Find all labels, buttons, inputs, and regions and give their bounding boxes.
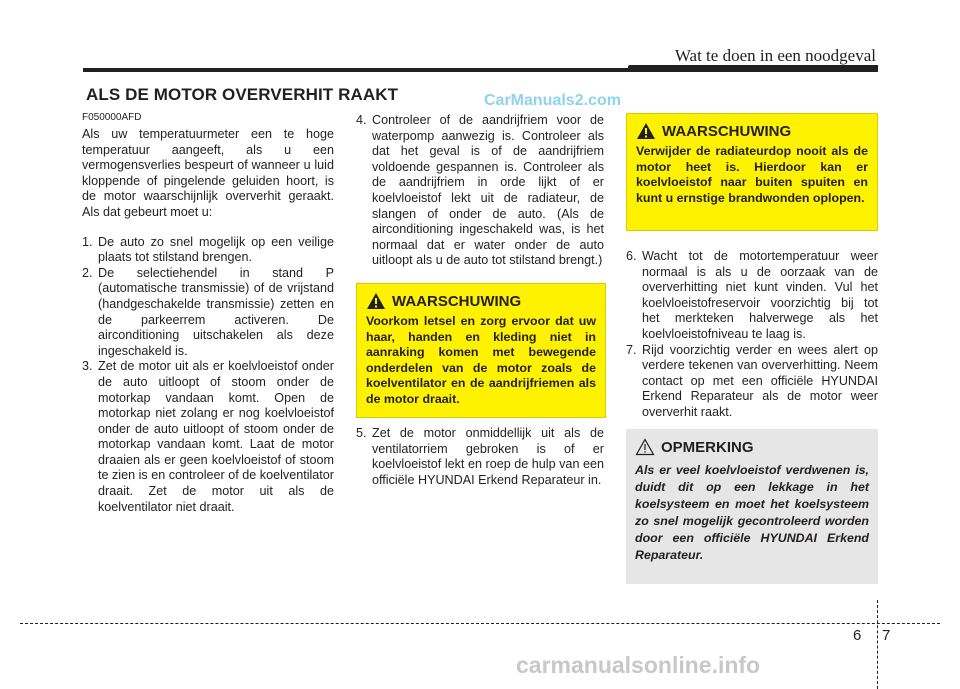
list-number: 7.: [626, 342, 637, 357]
section-title: ALS DE MOTOR OVERVERHIT RAAKT: [86, 85, 399, 104]
warning-title: WAARSCHUWING: [662, 122, 792, 140]
list-item: [356, 113, 604, 269]
note-text: Als er veel koelvloeistof verdwenen is, duidt dit op een lekkage in het koelsysteem en moet het koelsysteem zo snel mogelijk gecontroleerd worden door een officiële HYUNDAI Erkend Reparateur.: [635, 463, 869, 562]
warning-header: [636, 122, 868, 140]
list-item: [82, 235, 334, 266]
list-text: Controleer of de aandrijfriem voor de waterpomp aanwezig is. Controleer als dat het geval is of de aandrijfriem voldoende gespannen is. Controleer als de aandrijfriem in orde lijkt of er koelvloeistof lekt uit de radiateur, de slangen of onder de auto. (Als de airconditioning ingeschakeld was, is het normaal dat er water onder de auto uitloopt als u de auto tot stilstand brengt.): [372, 113, 604, 268]
list-number: 3.: [82, 359, 93, 374]
warning-header: [366, 292, 596, 310]
warning-text: Verwijder de radiateurdop nooit als de motor heet is. Hierdoor kan er koelvloeistof naar buiten spuiten en kunt u ernstige brandwonden oplopen.: [636, 144, 868, 205]
column-left: [82, 127, 334, 515]
warning-triangle-icon: [636, 122, 656, 140]
footer-rule: [20, 623, 940, 624]
list-number: 6.: [626, 249, 637, 263]
column-right: [626, 249, 878, 421]
warning-box-moving-parts: [356, 283, 606, 418]
list-item: [82, 266, 334, 360]
caution-triangle-icon: [635, 438, 655, 456]
note-box: [626, 429, 878, 584]
list-text: Rijd voorzichtig verder en wees alert op verdere tekenen van oververhitting. Neem contact op met een officiële HYUNDAI Erkend Reparateur als de motor weer oververhit raakt.: [642, 342, 878, 419]
chapter-title: Wat te doen in een noodgeval: [674, 46, 876, 65]
list-text: Zet de motor onmiddellijk uit als de ventilatorriem gebroken is of er koelvloeistof lekt en roep de hulp van een officiële HYUNDAI Erkend Reparateur in.: [372, 426, 604, 487]
column-middle-lower: [356, 426, 604, 488]
warning-triangle-icon: [366, 292, 386, 310]
note-header: [635, 438, 869, 456]
header-rule-accent: [628, 65, 878, 72]
column-middle: [356, 113, 604, 269]
list-text: Zet de motor uit als er koelvloeistof onder de auto uitloopt of stoom onder de motorkap vandaan komt. Open de motorkap niet zolang er nog koelvloeistof onder de auto uitloopt of stoom onder de motorkap vandaan komt. Laat de motor draaien als er geen koelvloeistof of stoom te zien is en controleer of de koelventilator draait. Zet de motor uit als de koelventilator niet draait.: [98, 359, 334, 514]
list-text: De selectiehendel in stand P (automatische transmissie) of de vrijstand (handgeschakelde transmissie) zetten en de parkeerrem activeren. De airconditioning uitschakelen als deze ingeschakeld is.: [98, 265, 334, 358]
list-item: [626, 249, 878, 343]
list-text: De auto zo snel mogelijk op een veilige plaats tot stilstand brengen.: [98, 234, 334, 265]
watermark-carmanuals: CarManuals2.com: [484, 92, 621, 109]
list-item: [82, 359, 334, 515]
warning-text: Voorkom letsel en zorg ervoor dat uw haar, handen en kleding niet in aanraking komen met bewegende onderdelen van de motor zoals de koelventilator en de aandrijfriemen als de motor draait.: [366, 314, 596, 406]
warning-box-radiator-cap: [626, 113, 878, 231]
list-number: 4.: [356, 113, 367, 127]
watermark-carmanualsonline: carmanualsonline.info: [516, 652, 761, 678]
section-code: F050000AFD: [82, 112, 142, 123]
warning-title: WAARSCHUWING: [392, 292, 522, 310]
page-number: 7: [882, 627, 891, 644]
list-item: [626, 343, 878, 421]
page-divider: [877, 600, 878, 689]
list-number: 2.: [82, 265, 93, 280]
list-item: [356, 426, 604, 488]
list-text: Wacht tot de motortemperatuur weer normaal is als u de oorzaak van de oververhitting niet kunt vinden. Vul het koelvloeistofreservoir voorzichtig bij tot het merkteken halverwege als het koelvloeistofniveau te laag is.: [642, 249, 878, 341]
intro-paragraph: Als uw temperatuurmeter een te hoge temperatuur aangeeft, als u een vermogensverlies bespeurt of wanneer u luid kloppende of pingelende geluiden hoort, is de motor waarschijnlijk oververhit geraakt. Als dat gebeurt moet u:: [82, 127, 334, 219]
list-number: 5.: [356, 426, 367, 440]
chapter-number: 6: [853, 627, 862, 644]
note-title: OPMERKING: [661, 438, 754, 456]
list-number: 1.: [82, 234, 93, 249]
